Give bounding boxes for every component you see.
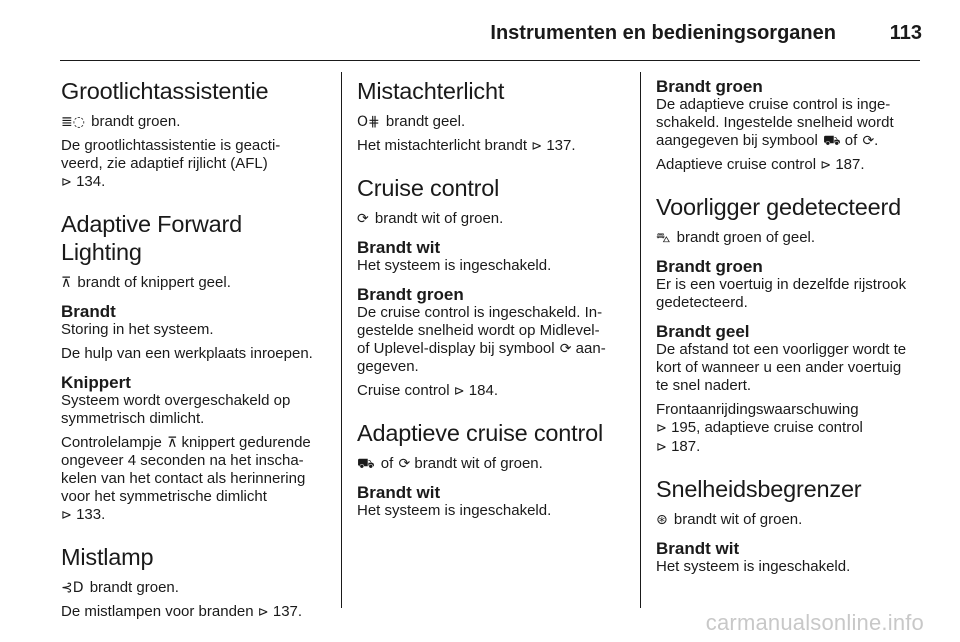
brandt-wit-body: Het systeem is ingeschakeld. (357, 257, 552, 274)
heading-brandt-groen-acc: Brandt groen (656, 77, 763, 96)
brandt-body-1: Storing in het systeem. (61, 321, 214, 338)
adaptief-status: ⛟ of ⟳ brandt wit of groen. (357, 455, 543, 472)
column-3 (656, 77, 922, 582)
mistlamp-status: ⊰D brandt groen. (61, 579, 179, 596)
heading-afl: Adaptive Forward Lighting (61, 211, 242, 265)
brandt-groen-body: De cruise control is ingeschakeld. In- gestelde snelheid wordt op Midlevel- of Uplevel-display bij symbool ⟳ aan- gegeven. (357, 304, 606, 375)
reference-arrow-icon: ⊳ (257, 605, 269, 620)
header-divider (60, 60, 920, 61)
heading-sb-brandt-wit: Brandt wit (656, 539, 740, 558)
afl-icon: ⊼ (61, 275, 72, 291)
adaptief-wit-body: Het systeem is ingeschakeld. (357, 502, 552, 519)
speed-limiter-icon: ⊛ (656, 512, 668, 528)
heading-cruise-control: Cruise control (357, 175, 500, 201)
heading-brandt-groen: Brandt groen (357, 285, 464, 304)
heading-snelheidsbegrenzer: Snelheidsbegrenzer (656, 476, 862, 502)
brandt-body-2: De hulp van een werkplaats inroepen. (61, 345, 313, 362)
heading-adaptief-brandt-wit: Brandt wit (357, 483, 441, 502)
header-title: Instrumenten en bedieningsorganen (490, 22, 836, 44)
mistachter-status: O⋕ brandt geel. (357, 113, 466, 130)
heading-vg-brandt-groen: Brandt groen (656, 257, 763, 276)
high-beam-assist-icon: ≣◌ (61, 114, 85, 130)
grootlicht-status: ≣◌ brandt groen. (61, 113, 181, 130)
heading-mistachterlicht: Mistachterlicht (357, 78, 505, 104)
heading-knippert: Knippert (61, 373, 131, 392)
brandt-groen-acc-body: De adaptieve cruise control is inge- schakeld. Ingestelde snelheid wordt aangegeven bij symbool ⛟ of ⟳. (656, 96, 894, 149)
page-number: 113 (889, 22, 922, 44)
heading-grootlichtassistentie: Grootlichtassistentie (61, 78, 269, 104)
reference-arrow-icon: ⊳ (531, 139, 543, 154)
reference-arrow-icon: ⊳ (61, 508, 72, 523)
reference-arrow-icon: ⊳ (61, 175, 72, 190)
page-header (0, 0, 960, 62)
watermark: carmanualsonline.info (705, 610, 924, 635)
front-fog-icon: ⊰D (61, 580, 84, 596)
vg-groen-body: Er is een voertuig in dezelfde rijstrook gedetecteerd. (656, 276, 907, 311)
vehicle-ahead-icon: ⛍ (656, 230, 671, 246)
heading-brandt: Brandt (61, 302, 116, 321)
acc-ref: Adaptieve cruise control ⊳ 187. (656, 156, 865, 173)
heading-brandt-wit: Brandt wit (357, 238, 441, 257)
snelheid-status: ⊛ brandt wit of groen. (656, 511, 803, 528)
column-divider-2 (640, 72, 641, 608)
knippert-body-2: Controlelampje ⊼ knippert gedurende ongeveer 4 seconden na het inscha- kelen van het contact als herinnering voor het symmetrische dimlicht ⊳ 133. (61, 434, 311, 523)
voorligger-status: ⛍ brandt groen of geel. (656, 229, 816, 246)
rear-fog-icon: O⋕ (357, 114, 380, 130)
adaptive-cruise-icon: ⛟ (822, 133, 841, 149)
heading-mistlamp: Mistlamp (61, 544, 154, 570)
reference-arrow-icon: ⊳ (820, 158, 832, 173)
cruise-control-icon: ⟳ (357, 211, 369, 227)
heading-vg-brandt-geel: Brandt geel (656, 322, 750, 341)
cruise-control-icon: ⟳ (398, 456, 411, 472)
cruise-ref: Cruise control ⊳ 184. (357, 382, 498, 399)
knippert-body-1: Systeem wordt overgeschakeld op symmetrisch dimlicht. (61, 392, 291, 427)
mistlamp-body: De mistlampen voor branden ⊳ 137. (61, 603, 303, 620)
reference-arrow-icon: ⊳ (656, 440, 667, 455)
cruise-status: ⟳ brandt wit of groen. (357, 210, 504, 227)
column-1 (61, 77, 327, 628)
grootlicht-body: De grootlichtassistentie is geacti- veerd, zie adaptief rijlicht (AFL) ⊳ 134. (61, 137, 281, 190)
frontaan-ref: Frontaanrijdingswaarschuwing ⊳ 195, adaptieve cruise control ⊳ 187. (656, 401, 863, 455)
heading-voorligger-gedetecteerd: Voorligger gedetecteerd (656, 194, 901, 220)
column-divider-1 (341, 72, 342, 608)
reference-arrow-icon: ⊳ (656, 421, 667, 436)
afl-status: ⊼ brandt of knippert geel. (61, 274, 231, 291)
mistachter-body: Het mistachterlicht brandt ⊳ 137. (357, 137, 576, 154)
sb-wit-body: Het systeem is ingeschakeld. (656, 558, 851, 575)
afl-icon: ⊼ (167, 435, 178, 451)
heading-adaptieve-cruise-control: Adaptieve cruise control (357, 420, 604, 446)
cruise-control-icon: ⟳ (862, 133, 875, 149)
vg-geel-body: De afstand tot een voorligger wordt te kort of wanneer u een ander voertuig te snel nadert. (656, 341, 907, 394)
reference-arrow-icon: ⊳ (453, 384, 465, 399)
adaptive-cruise-icon: ⛟ (357, 456, 375, 472)
cruise-control-icon: ⟳ (559, 341, 572, 357)
column-2 (357, 77, 623, 526)
